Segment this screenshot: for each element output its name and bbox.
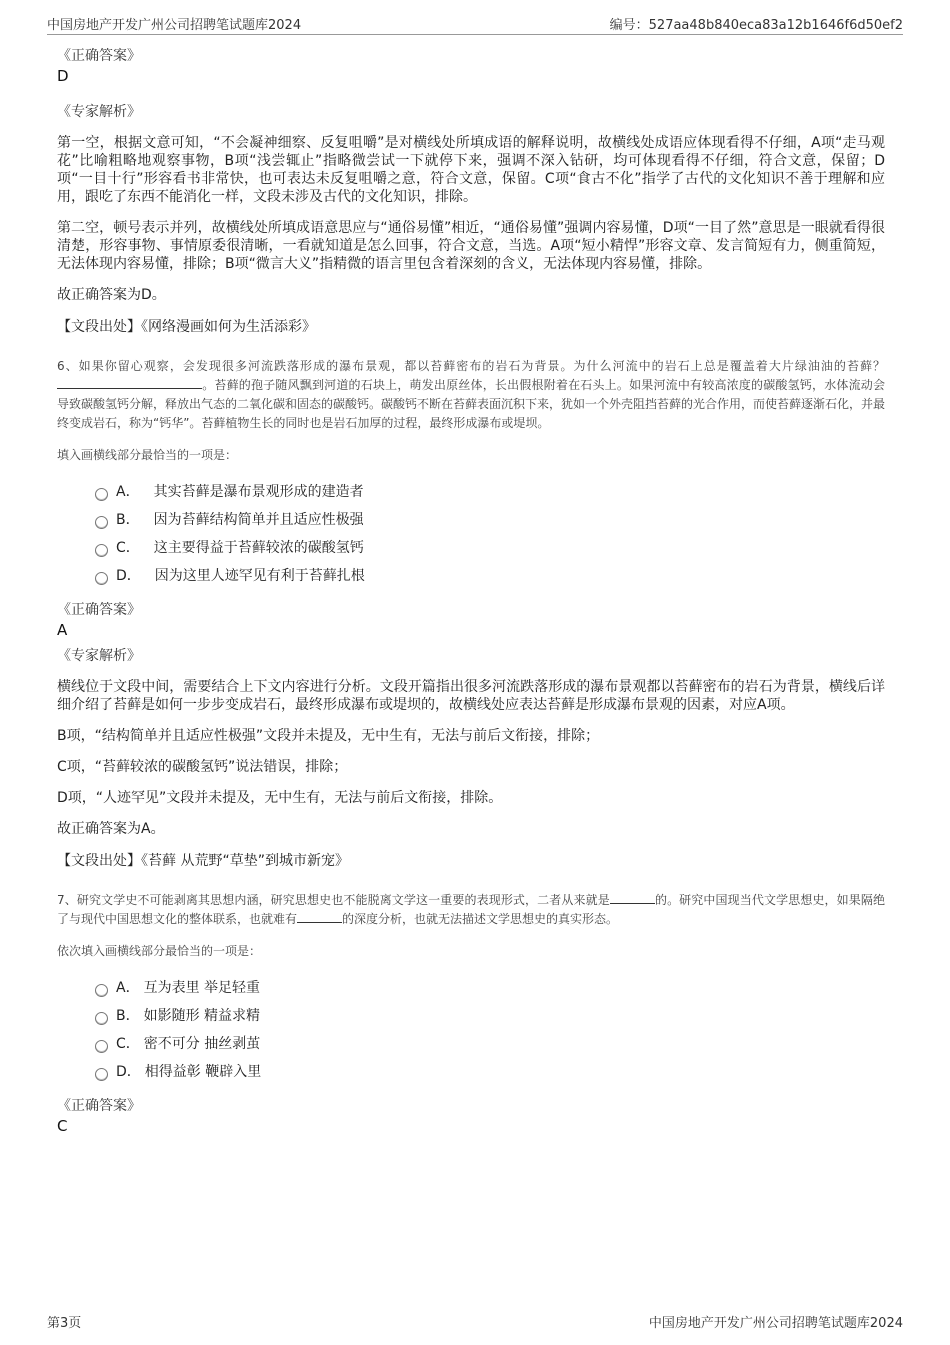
block1: [57, 46, 885, 337]
analysis-paragraph: 横线位于文段中间，需要结合上下文内容进行分析。文段开篇指出很多河流跌落形成的瀑布景观都以苔藓密布的岩石为背景，横线后详细介绍了苔藓是如何一步步变成岩石，最终形成瀑布或堤坝的，故横线处应表达苔藓是形成瀑布景观的因素，对应A项。: [57, 679, 885, 713]
analysis-paragraph: C项，“苔藓较浓的碳酸氢钙”说法错误，排除；: [57, 759, 348, 775]
question-prompt: 填入画横线部分最恰当的一项是：: [57, 448, 238, 462]
radio-icon[interactable]: [95, 488, 108, 501]
question-7: [57, 891, 885, 1136]
question-text: 7、研究文学史不可能剥离其思想内涵，研究思想史也不能脱离文学这一重要的表现形式，二者从来就是 的。研究中国现当代文学思想史，如果隔绝了与现代中国思想文化的整体联系，也就难有 的深度分析，也就无法描述文学思想史的真实形态。: [57, 893, 885, 926]
option-c[interactable]: C． 这主要得益于苔藓较浓的碳酸氢钙: [95, 534, 885, 562]
option-a[interactable]: A． 其实苔藓是瀑布景观形成的建造者: [95, 478, 885, 506]
radio-icon[interactable]: [95, 516, 108, 529]
analysis-paragraph: 故正确答案为D。: [57, 287, 166, 303]
fill-blank: [610, 891, 655, 904]
analysis-paragraph: 第二空，顿号表示并列，故横线处所填成语意思应与“通俗易懂”相近，“通俗易懂”强调内容易懂，D项“一目了然”意思是一眼就看得很清楚，形容事物、事情原委很清晰，一看就知道是怎么回事，符合文意，当选。A项“短小精悍”形容文章、发言简短有力，侧重简短，无法体现内容易懂，排除；B项“微言大义”指精微的语言里包含着深刻的含义，无法体现内容易懂，排除。: [57, 220, 885, 272]
radio-icon[interactable]: [95, 984, 108, 997]
footer-title: 中国房地产开发广州公司招聘笔试题库2024: [648, 1316, 903, 1331]
analysis-paragraph: B项，“结构简单并且适应性极强”文段并未提及，无中生有，无法与前后文衔接，排除；: [57, 728, 600, 744]
options-list: [95, 478, 885, 590]
question-prompt: 依次填入画横线部分最恰当的一项是：: [57, 944, 262, 958]
answer-label: 《正确答案》: [57, 48, 141, 64]
fill-blank: [297, 910, 342, 923]
source-citation: 【文段出处】《网络漫画如何为生活添彩》: [57, 319, 316, 335]
fill-blank: [57, 376, 202, 389]
radio-icon[interactable]: [95, 1012, 108, 1025]
answer-label: 《正确答案》: [57, 1098, 141, 1114]
question-text: 6、如果你留心观察，会发现很多河流跌落形成的瀑布景观，都以苔藓密布的岩石为背景。为什么河流中的岩石上总是覆盖着大片绿油油的苔藓？。苔藓的孢子随风飘到河道的石块上，萌发出原丝体，长出假根附着在石头上。如果河流中有较高浓度的碳酸氢钙，水体流动会导致碳酸氢钙分解，释放出气态的二氧化碳和固态的碳酸钙。碳酸钙不断在苔藓表面沉积下来，犹如一个外壳阻挡苔藓的光合作用，而使苔藓逐渐石化，并最终变成岩石，称为“钙华”。苔藓植物生长的同时也是岩石加厚的过程，最终形成瀑布或堤坝。: [57, 359, 886, 430]
option-a[interactable]: A． 互为表里 举足轻重: [95, 974, 885, 1002]
analysis-paragraph: 故正确答案为A。: [57, 821, 165, 837]
answer-value: D: [57, 67, 69, 85]
option-b[interactable]: B． 因为苔藓结构简单并且适应性极强: [95, 506, 885, 534]
answer-value: A: [57, 621, 68, 639]
options-list: [95, 974, 885, 1086]
option-b[interactable]: B． 如影随形 精益求精: [95, 1002, 885, 1030]
option-c[interactable]: C． 密不可分 抽丝剥茧: [95, 1030, 885, 1058]
radio-icon[interactable]: [95, 572, 108, 585]
analysis-label: 《专家解析》: [57, 648, 141, 664]
page-header: [47, 14, 903, 34]
source-citation: 【文段出处】《苔藓 从荒野“草垫”到城市新宠》: [57, 853, 349, 869]
option-d[interactable]: D． 因为这里人迹罕见有利于苔藓扎根: [95, 562, 885, 590]
radio-icon[interactable]: [95, 1068, 108, 1081]
page-content: [57, 46, 885, 1142]
page-number: 第3页: [47, 1316, 82, 1331]
radio-icon[interactable]: [95, 544, 108, 557]
answer-label: 《正确答案》: [57, 602, 141, 618]
radio-icon[interactable]: [95, 1040, 108, 1053]
analysis-paragraph: 第一空，根据文意可知，“不会凝神细察、反复咀嚼”是对横线处所填成语的解释说明，故横线处成语应体现看得不仔细，A项“走马观花”比喻粗略地观察事物，B项“浅尝辄止”指略微尝试一下就停下来，强调不深入钻研，均可体现看得不仔细，符合文意，保留；D项“一目十行”形容看书非常快，也可表达未反复咀嚼之意，符合文意，保留。C项“食古不化”指学了古代的文化知识不善于理解和应用，跟吃了东西不能消化一样，文段未涉及古代的文化知识，排除。: [57, 135, 885, 205]
answer-value: C: [57, 1117, 68, 1135]
analysis-label: 《专家解析》: [57, 104, 141, 120]
analysis-paragraph: D项，“人迹罕见”文段并未提及，无中生有，无法与前后文衔接，排除。: [57, 790, 503, 806]
question-6: [57, 357, 885, 871]
option-d[interactable]: D． 相得益彰 鞭辟入里: [95, 1058, 885, 1086]
header-code: 编号：527aa48b840eca83a12b1646f6d50ef2: [609, 18, 903, 33]
header-divider: [47, 34, 903, 35]
header-title: 中国房地产开发广州公司招聘笔试题库2024: [47, 18, 302, 33]
